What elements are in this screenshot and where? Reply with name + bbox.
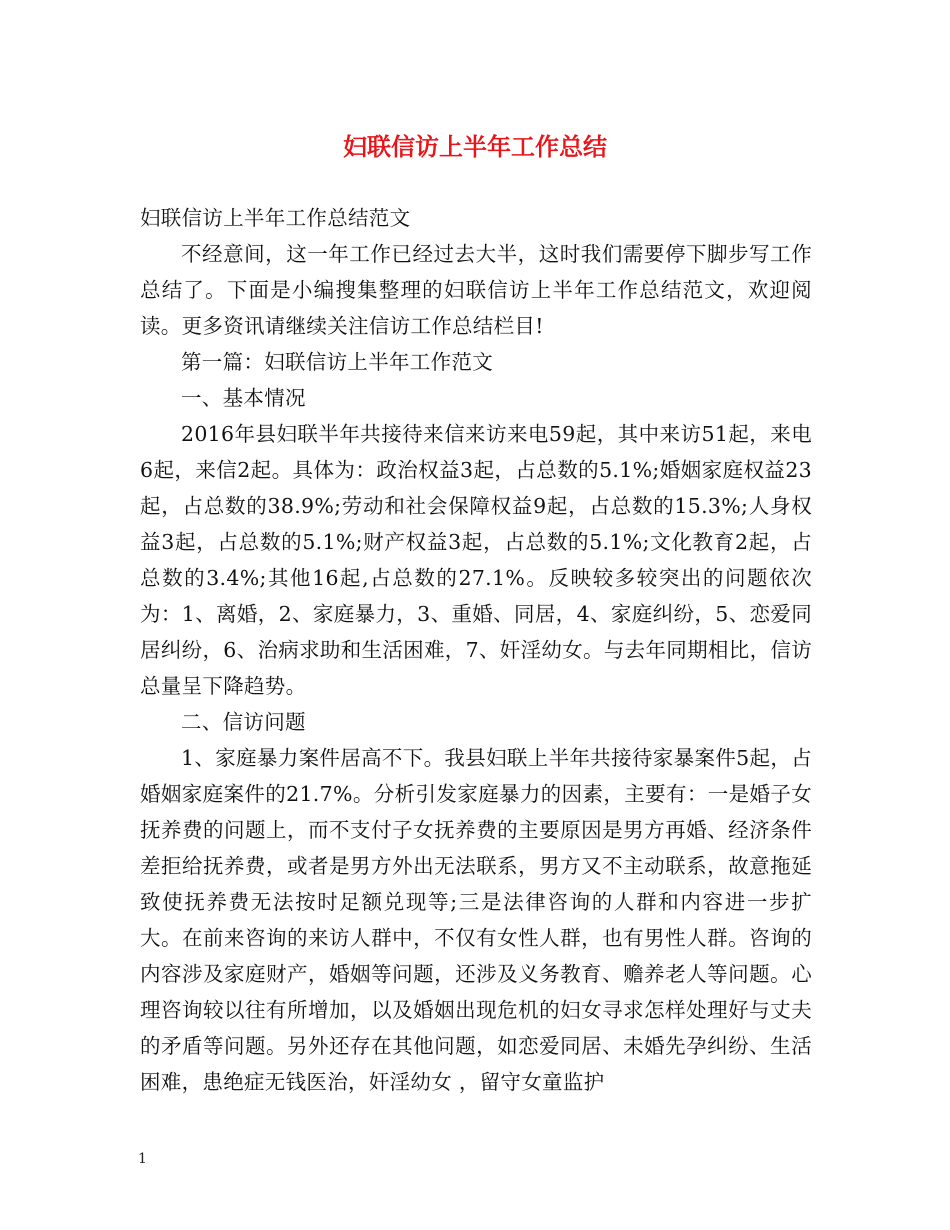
paragraph-chapter-heading: 第一篇：妇联信访上半年工作范文 bbox=[181, 350, 493, 374]
paragraph-intro: 不经意间，这一年工作已经过去大半，这时我们需要停下脚步写工作总结了。下面是小编搜集整理的妇联信访上半年工作总结范文，欢迎阅读。更多资讯请继续关注信访工作总结栏目! bbox=[140, 242, 812, 338]
document-body bbox=[140, 200, 812, 1100]
paragraph-section-issues: 二、信访问题 bbox=[181, 710, 306, 734]
paragraph-domestic-violence: 1、家庭暴力案件居高不下。我县妇联上半年共接待家暴案件5起，占婚姻家庭案件的21.7%。分析引发家庭暴力的因素，主要有：一是婚子女抚养费的问题上，而不支付子女抚养费的主要原因是男方再婚、经济条件差拒给抚养费，或者是男方外出无法联系，男方又不主动联系，故意拖延致使抚养费无法按时足额兑现等;三是法律咨询的人群和内容进一步扩大。在前来咨询的来访人群中，不仅有女性人群，也有男性人群。咨询的内容涉及家庭财产，婚姻等问题，还涉及义务教育、赡养老人等问题。心理咨询较以往有所增加，以及婚姻出现危机的妇女寻求怎样处理好与丈夫的矛盾等问题。另外还存在其他问题，如恋爱同居、未婚先孕纠纷、生活困难，患绝症无钱医治，奸淫幼女 ，留守女童监护 bbox=[140, 746, 812, 1094]
paragraph-statistics: 2016年县妇联半年共接待来信来访来电59起，其中来访51起，来电6起，来信2起。具体为：政治权益3起，占总数的5.1%;婚姻家庭权益23起，占总数的38.9%;劳动和社会保障权益9起，占总数的15.3%;人身权益3起，占总数的5.1%;财产权益3起，占总数的5.1%;文化教育2起，占总数的3.4%;其他16起,占总数的27.1%。反映较多较突出的问题依次为：1、离婚，2、家庭暴力，3、重婚、同居，4、家庭纠纷，5、恋爱同居纠纷，6、治病求助和生活困难，7、奸淫幼女。与去年同期相比，信访总量呈下降趋势。 bbox=[140, 422, 812, 698]
paragraph-subtitle: 妇联信访上半年工作总结范文 bbox=[140, 206, 411, 230]
document-title: 妇联信访上半年工作总结 bbox=[343, 133, 607, 161]
paragraph-section-basic: 一、基本情况 bbox=[181, 386, 306, 410]
page-number: 1 bbox=[138, 1151, 147, 1167]
